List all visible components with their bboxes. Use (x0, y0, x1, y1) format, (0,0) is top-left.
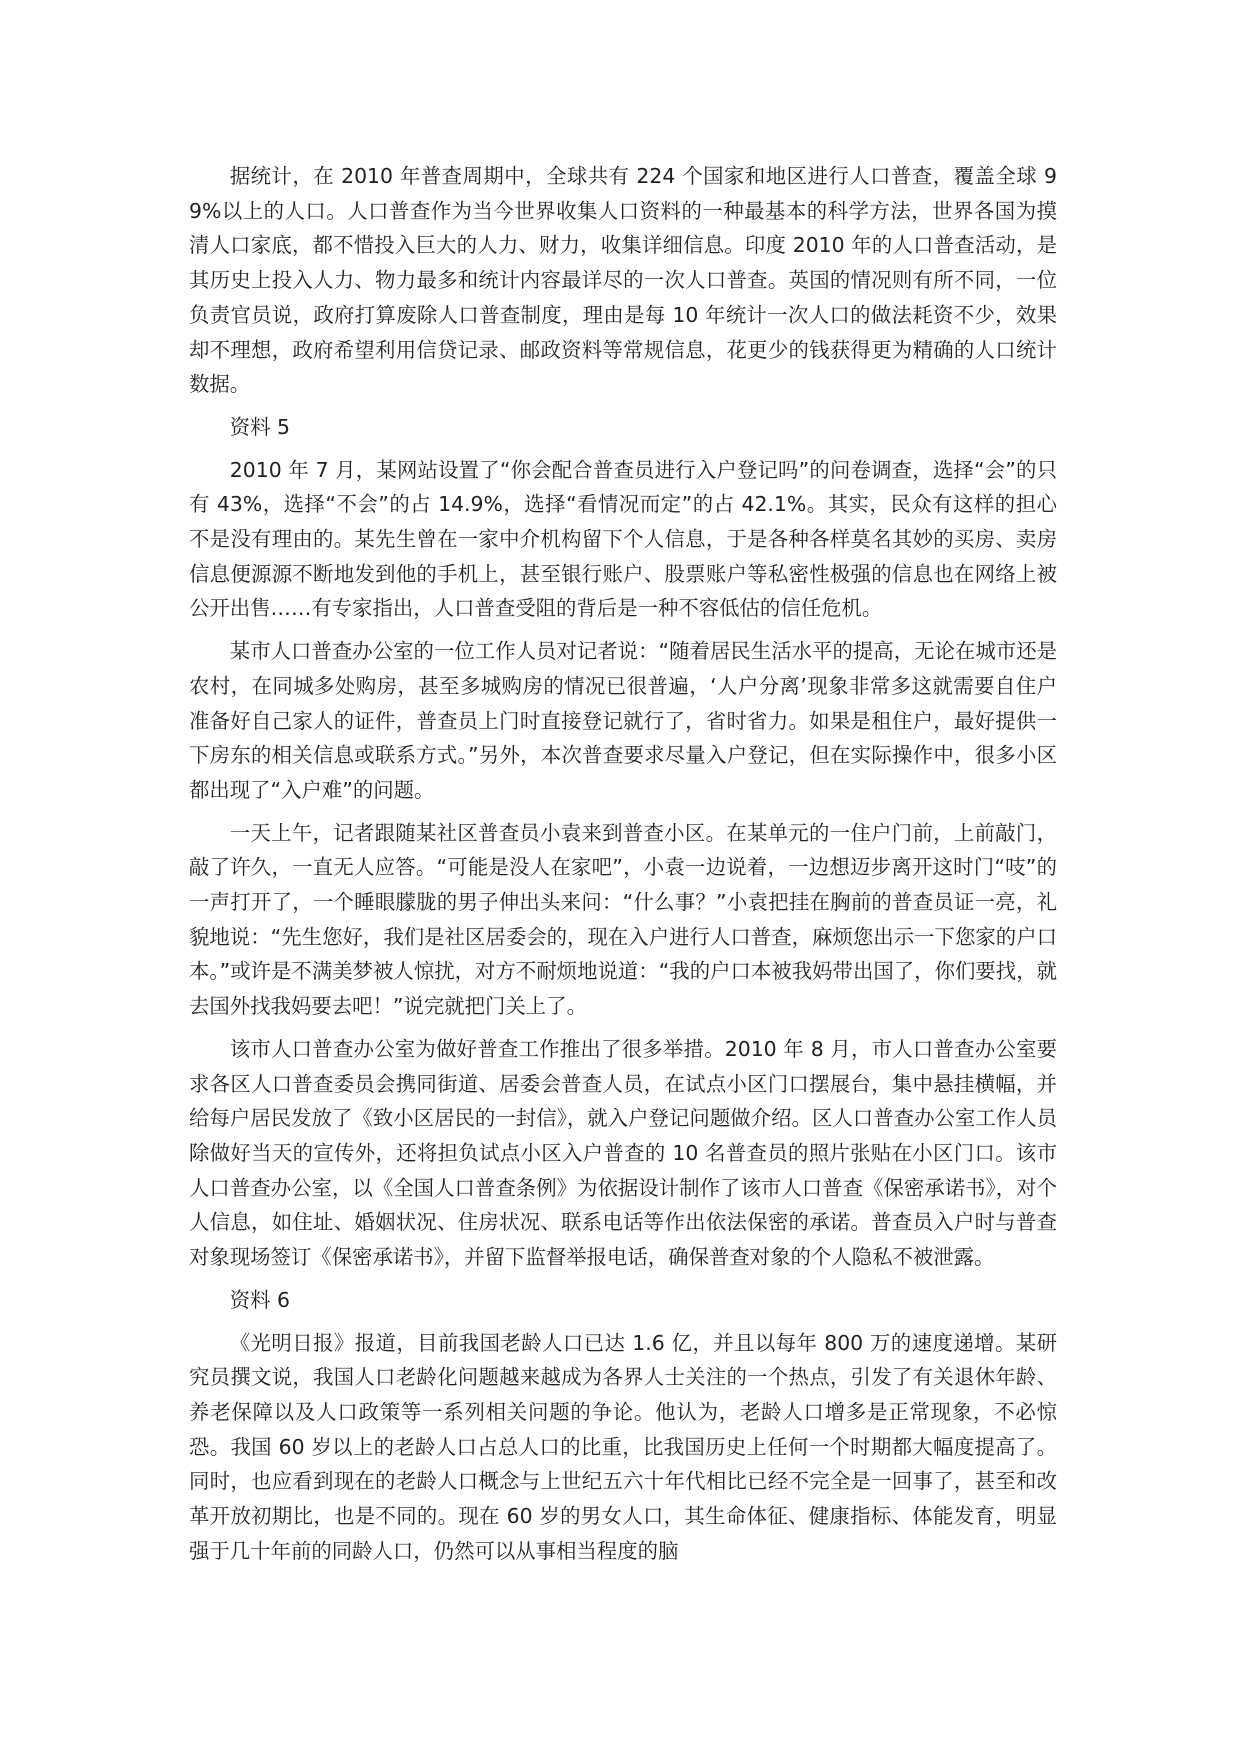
paragraph-online-survey: 2010 年 7 月，某网站设置了“你会配合普查员进行入户登记吗”的问卷调查，选择“会”的只有 43%，选择“不会”的占 14.9%，选择“看情况而定”的占 42.1%。其实，民众有这样的担心不是没有理由的。某先生曾在一家中介机构留下个人信息，于是各种各样莫名其妙的买房、卖房信息便源源不断地发到他的手机上，甚至银行账户、股票账户等私密性极强的信息也在网络上被公开出售……有专家指出，人口普查受阻的背后是一种不容低估的信任危机。 (189, 457, 1057, 621)
paragraph-enumerator-visit: 一天上午，记者跟随某社区普查员小袁来到普查小区。在某单元的一住户门前，上前敲门，敲了许久，一直无人应答。“可能是没人在家吧”，小袁一边说着，一边想迈步离开这时门“吱”的一声打开了，一个睡眼朦胧的男子伸出头来问：“什么事？”小袁把挂在胸前的普查员证一亮，礼貌地说：“先生您好，我们是社区居委会的，现在入户进行人口普查，麻烦您出示一下您家的户口本。”或许是不满美梦被人惊扰，对方不耐烦地说道：“我的户口本被我妈带出国了，你们要找，就去国外找我妈要去吧！”说完就把门关上了。 (189, 820, 1057, 1019)
section-heading-material-5: 资料 5 (229, 414, 291, 439)
section-heading-material-6: 资料 6 (229, 1287, 291, 1312)
paragraph-census-statistics: 据统计，在 2010 年普查周期中，全球共有 224 个国家和地区进行人口普查，覆盖全球 99%以上的人口。人口普查作为当今世界收集人口资料的一种最基本的科学方法，世界各国为摸清人口家底，都不惜投入巨大的人力、财力，收集详细信息。印度 2010 年的人口普查活动，是其历史上投入人力、物力最多和统计内容最详尽的一次人口普查。英国的情况则有所不同，一位负责官员说，政府打算废除人口普查制度，理由是每 10 年统计一次人口的做法耗资不少，效果却不理想，政府希望利用信贷记录、邮政资料等常规信息，花更少的钱获得更为精确的人口统计数据。 (189, 164, 1057, 397)
paragraph-census-office-staff: 某市人口普查办公室的一位工作人员对记者说：“随着居民生活水平的提高，无论在城市还是农村，在同城多处购房，甚至多城购房的情况已很普遍，‘人户分离’现象非常多这就需要自住户准备好自己家人的证件，普查员上门时直接登记就行了，省时省力。如果是租住户，最好提供一下房东的相关信息或联系方式。”另外，本次普查要求尽量入户登记，但在实际操作中，很多小区都出现了“入户难”的问题。 (189, 639, 1057, 802)
paragraph-aging-population: 《光明日报》报道，目前我国老龄人口已达 1.6 亿，并且以每年 800 万的速度递增。某研究员撰文说，我国人口老龄化问题越来越成为各界人士关注的一个热点，引发了有关退休年龄、养老保障以及人口政策等一系列相关问题的争论。他认为，老龄人口增多是正常现象，不必惊恐。我国 60 岁以上的老龄人口占总人口的比重，比我国历史上任何一个时期都大幅度提高了。同时，也应看到现在的老龄人口概念与上世纪五六十年代相比已经不完全是一回事了，甚至和改革开放初期比，也是不同的。现在 60 岁的男女人口，其生命体征、健康指标、体能发育，明显强于几十年前的同龄人口，仍然可以从事相当程度的脑 (189, 1330, 1057, 1563)
paragraph-census-measures: 该市人口普查办公室为做好普查工作推出了很多举措。2010 年 8 月，市人口普查办公室要求各区人口普查委员会携同街道、居委会普查人员，在试点小区门口摆展台，集中悬挂横幅，并给每户居民发放了《致小区居民的一封信》，就入户登记问题做介绍。区人口普查办公室工作人员除做好当天的宣传外，还将担负试点小区入户普查的 10 名普查员的照片张贴在小区门口。该市人口普查办公室，以《全国人口普查条例》为依据设计制作了该市人口普查《保密承诺书》，对个人信息，如住址、婚姻状况、住房状况、联系电话等作出依法保密的承诺。普查员入户时与普查对象现场签订《保密承诺书》，并留下监督举报电话，确保普查对象的个人隐私不被泄露。 (189, 1036, 1057, 1270)
document-page (189, 159, 1057, 1576)
